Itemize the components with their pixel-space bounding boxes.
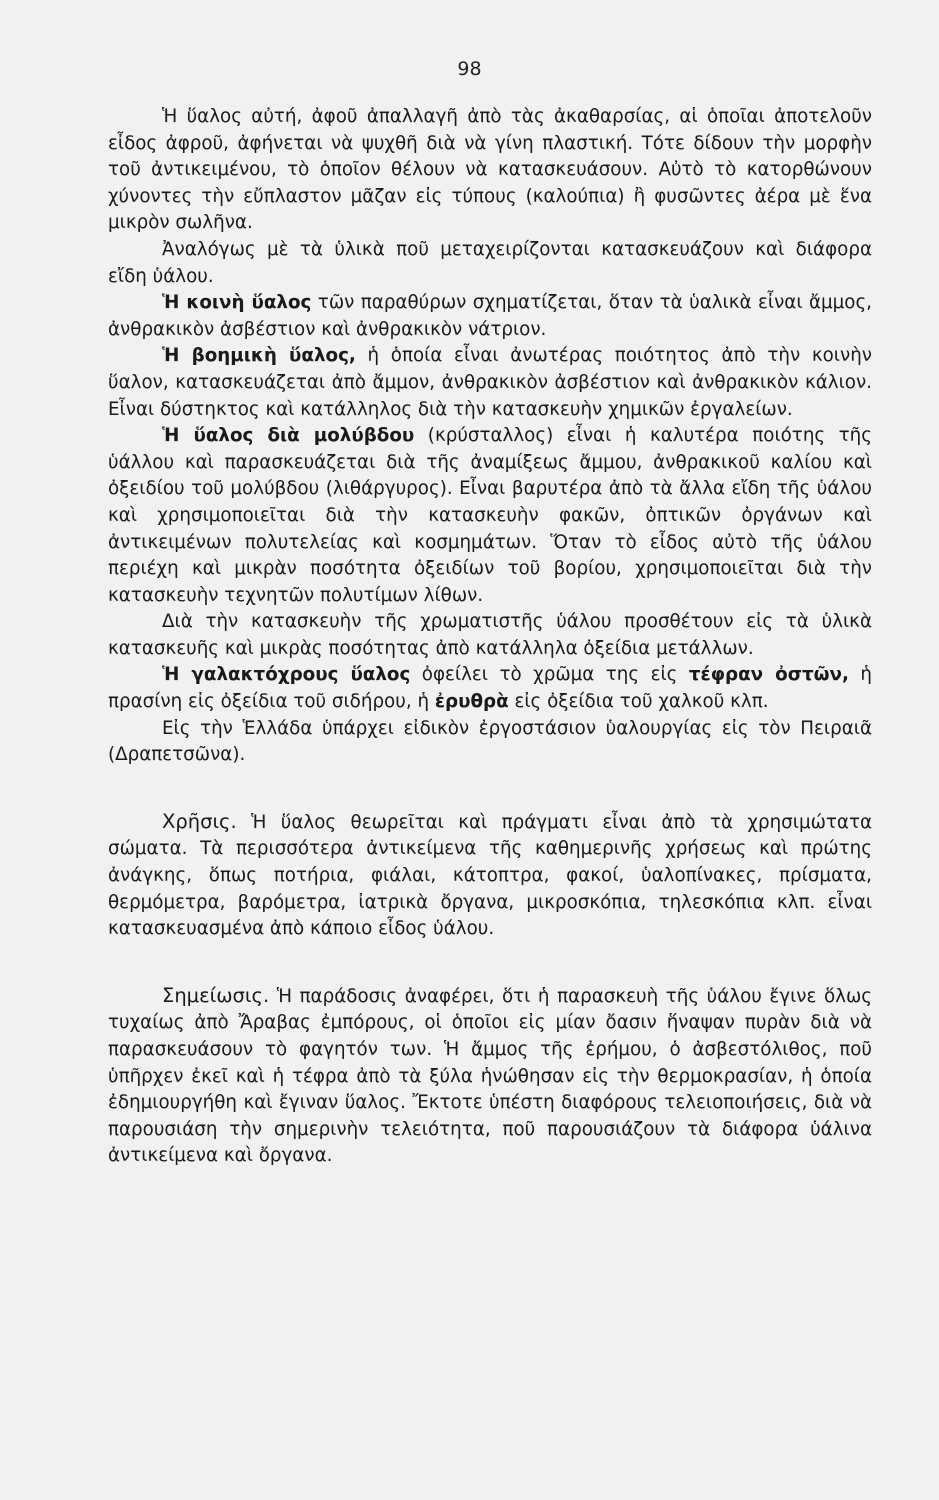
- paragraph-milk-glass: [108, 662, 872, 715]
- emphasized-term: Σημείωσις.: [162, 983, 270, 1007]
- text-run: ἡ πρασίνη εἰς ὀξείδια τοῦ σιδήρου, ἡ: [108, 664, 872, 713]
- paragraph-note: [108, 983, 872, 1170]
- text-run: Ἡ παράδοσις ἀναφέρει, ὅτι ἡ παρασκευὴ τῆς ὑάλου ἔγινε ὅλως τυχαίως ἀπὸ Ἄραβας ἐμπόρους, οἱ ὁποῖοι εἰς μίαν ὄασιν ἥναψαν πυρὰν διὰ νὰ παρασκευάσουν τὸ φαγητόν των. Ἡ ἄμμος τῆς ἐρήμου, ὁ ἀσβεστόλιθος, ποῦ ὑπῆρχεν ἐκεῖ καὶ ἡ τέφρα ἀπὸ τὰ ξύλα ἡνώθησαν εἰς τὴν θερμοκρασίαν, ἡ ὁποία ἐδημιουργήθη καὶ ἔγιναν ὕαλος. Ἔκτοτε ὑπέστη διαφόρους τελειοποιήσεις, διὰ νὰ παρουσιάση τὴν σημερινὴν τελειότητα, ποῦ παρουσιάζουν τὰ διάφορα ὑάλινα ἀντικείμενα καὶ ὄργανα.: [108, 985, 872, 1167]
- paragraph-glassworks-greece: [108, 716, 872, 769]
- text-run: ἡ ὁποία εἶναι ἀνωτέρας ποιότητος ἀπὸ τὴν κοινὴν ὕαλον, κατασκευάζεται ἀπὸ ἄμμον, ἀνθρακικὸν ἀσβέστιον καὶ ἀνθρακικὸν κάλιον. Εἶναι δύστηκτος καὶ κατάλληλος διὰ τὴν κατασκευὴν χημικῶν ἐργαλείων.: [108, 345, 872, 420]
- paragraph-colored-glass: [108, 609, 872, 662]
- text-run: Ἡ ὕαλος αὐτή, ἀφοῦ ἀπαλλαγῆ ἀπὸ τὰς ἀκαθαρσίας, αἱ ὁποῖαι ἀποτελοῦν εἶδος ἀφροῦ, ἀφήνεται νὰ ψυχθῆ διὰ νὰ γίνη πλαστική. Τότε δίδουν τὴν μορφὴν τοῦ ἀντικειμένου, τὸ ὁποῖον θέλουν νὰ κατασκευάσουν. Αὐτὸ τὸ κατορθώνουν χύνοντες τὴν εὔπλαστον μᾶζαν εἰς τύπους (καλούπια) ἢ φυσῶντες ἀέρα μὲ ἕνα μικρὸν σωλῆνα.: [108, 106, 872, 234]
- text-run: Ἡ ὕαλος θεωρεῖται καὶ πράγματι εἶναι ἀπὸ τὰ χρησιμώτατα σώματα. Τὰ περισσότερα ἀντικείμενα τῆς καθημερινῆς χρήσεως καὶ πρώτης ἀνάγκης, ὅπως ποτήρια, φιάλαι, κάτοπτρα, φακοί, ὑαλοπίνακες, πρίσματα, θερμόμετρα, βαρόμετρα, ἰατρικὰ ὄργανα, μικροσκόπια, τηλεσκόπια κλπ. εἶναι κατασκευασμένα ἀπὸ κάποιο εἶδος ὑάλου.: [108, 811, 872, 940]
- emphasized-term: τέφραν ὀστῶν,: [688, 664, 849, 686]
- paragraph-common-glass: [108, 290, 872, 343]
- body-text: [108, 104, 872, 1170]
- text-run: τῶν παραθύρων σχηματίζεται, ὅταν τὰ ὑαλικὰ εἶναι ἄμμος, ἀνθρακικὸν ἀσβέστιον καὶ ἀνθρακικὸν νάτριον.: [108, 292, 872, 340]
- emphasized-term: Ἡ γαλακτόχρους ὕαλος: [162, 664, 411, 686]
- paragraph-lead-glass: [108, 423, 872, 609]
- emphasized-term: ἐρυθρὰ: [434, 691, 509, 713]
- emphasized-term: Ἡ κοινὴ ὕαλος: [162, 292, 312, 314]
- text-run: Ἀναλόγως μὲ τὰ ὑλικὰ ποῦ μεταχειρίζονται κατασκευάζουν καὶ διάφορα εἴδη ὑάλου.: [108, 238, 872, 287]
- paragraph-glass-types-intro: [108, 237, 872, 290]
- text-run: ὀφείλει τὸ χρῶμα της εἰς: [410, 664, 689, 686]
- text-run: Εἰς τὴν Ἑλλάδα ὑπάρχει εἰδικὸν ἐργοστάσιον ὑαλουργίας εἰς τὸν Πειραιᾶ (Δραπετσῶνα).: [108, 717, 872, 766]
- emphasized-term: Χρῆσις.: [162, 809, 237, 833]
- text-run: εἰς ὀξείδια τοῦ χαλκοῦ κλπ.: [508, 691, 769, 713]
- paragraph-uses: [108, 809, 872, 943]
- emphasized-term: Ἡ ὕαλος διὰ μολύβδου: [162, 425, 415, 447]
- text-run: Διὰ τὴν κατασκευὴν τῆς χρωματιστῆς ὑάλου προσθέτουν εἰς τὰ ὑλικὰ κατασκευῆς καὶ μικρὰς ποσότητας ἀπὸ κατάλληλα ὀξείδια μετάλλων.: [108, 611, 872, 659]
- emphasized-term: Ἡ βοημικὴ ὕαλος,: [162, 345, 356, 367]
- page-number: 98: [457, 58, 482, 80]
- paragraph-glass-forming: [108, 104, 872, 237]
- paragraph-bohemian-glass: [108, 343, 872, 423]
- text-run: (κρύσταλλος) εἶναι ἡ καλυτέρα ποιότης τῆς ὑάλλου καὶ παρασκευάζεται διὰ τῆς ἀναμίξεως ἄμμου, ἀνθρακικοῦ καλίου καὶ ὀξειδίου τοῦ μολύβδου (λιθάργυρος). Εἶναι βαρυτέρα ἀπὸ τὰ ἄλλα εἴδη τῆς ὑάλου καὶ χρησιμοποιεῖται διὰ τὴν κατασκευὴν φακῶν, ὀπτικῶν ὀργάνων καὶ ἀντικειμένων πολυτελείας καὶ κοσμημάτων. Ὅταν τὸ εἶδος αὐτὸ τῆς ὑάλου περιέχη καὶ μικρὰν ποσότητα ὀξειδίων τοῦ βορίου, χρησιμοποιεῖται διὰ τὴν κατασκευὴν τεχνητῶν πολυτίμων λίθων.: [108, 425, 872, 606]
